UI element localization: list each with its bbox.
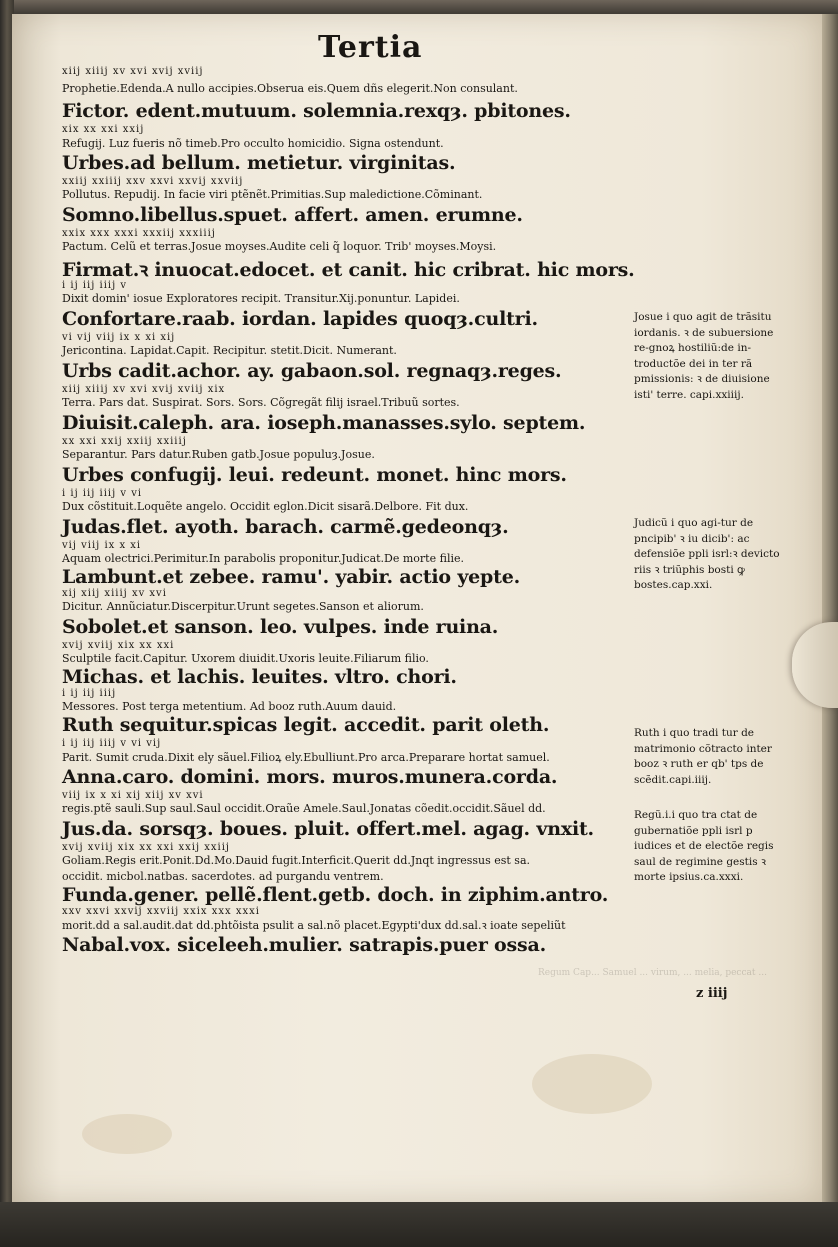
foxing-stain	[82, 1114, 172, 1154]
chapter-numerals-line: xvij xviij xix xx xxi	[62, 640, 175, 651]
book-top-edge	[0, 0, 838, 14]
summary-line: Pactum. Celũ et terras.Josue moyses.Audite celi q̃ loquor. Trib' moyses.Moysi.	[62, 240, 497, 253]
mnemonic-verse-line: Urbes confugij. leui. redeunt. monet. hinc mors.	[62, 464, 567, 486]
chapter-numerals-line: xvij xviij xix xx xxi xxij xxiij	[62, 842, 231, 853]
summary-line: Jericontina. Lapidat.Capit. Recipitur. stetit.Dicit. Numerant.	[62, 344, 397, 357]
summary-line: Dicitur. Annũciatur.Discerpitur.Urunt segetes.Sanson et aliorum.	[62, 600, 424, 613]
book-fore-edge	[822, 14, 838, 1202]
chapter-numerals-line: xiij xiiij xv xvi xvij xviij xix	[62, 384, 226, 395]
summary-line: Aquam olectrici.Perimitur.In parabolis proponitur.Judicat.De morte filie.	[62, 552, 464, 565]
margin-gloss: Judicũ i quo agi-tur de pncipib' ꝛ iu dicib': ac defensiõe ppli isrl:ꝛ devicto riis ꝛ triũphis bosti ꝙ bostes.cap.xxi.	[634, 517, 780, 591]
chapter-numerals-line: xij xiij xiiij xv xvi	[62, 588, 167, 599]
chapter-numerals-line: xix xx xxi xxij	[62, 124, 145, 135]
summary-line: Parit. Sumit cruda.Dixit ely sãuel.Filioꝝ ely.Ebulliunt.Pro arca.Preparare hortat samuel.	[62, 751, 550, 764]
mnemonic-verse-line: Judas.flet. ayoth. barach. carmẽ.gedeonqȝ.	[62, 516, 509, 538]
summary-line: Sculptile facit.Capitur. Uxorem diuidit.Uxoris leuite.Filiarum filio.	[62, 652, 429, 665]
mnemonic-verse-line: Michas. et lachis. leuites. vltro. chori.	[62, 666, 457, 688]
chapter-numerals-line: xxix xxx xxxi xxxiij xxxiiij	[62, 228, 216, 239]
summary-line: occidit. micbol.natbas. sacerdotes. ad purgandu ventrem.	[62, 870, 384, 883]
mnemonic-verse-line: Ruth sequitur.spicas legit. accedit. parit oleth.	[62, 714, 550, 736]
summary-line: Pollutus. Repudij. In facie viri ptẽnẽt.Primitias.Sup maledictione.Cõminant.	[62, 188, 483, 201]
mnemonic-verse-line: Urbs cadit.achor. ay. gabaon.sol. regnaqȝ.reges.	[62, 360, 562, 382]
mnemonic-verse-line: Urbes.ad bellum. metietur. virginitas.	[62, 152, 456, 174]
chapter-numerals-line: i ij iij iiij v vi	[62, 488, 143, 499]
chapter-numerals-line: xxv xxvi xxvij xxviij xxix xxx xxxi	[62, 906, 260, 917]
mnemonic-verse-line: Anna.caro. domini. mors. muros.munera.corda.	[62, 766, 558, 788]
chapter-numerals-line: vi vij viij ix x xi xij	[62, 332, 176, 343]
signature-mark: z iiij	[696, 986, 728, 1001]
summary-line: Separantur. Pars datur.Ruben gatb.Josue populuȝ.Josue.	[62, 448, 375, 461]
chapter-numerals-line: viij ix x xi xij xiij xv xvi	[62, 790, 204, 801]
summary-line: morit.dd a sal.audit.dat dd.phtõista psulit a sal.nõ placet.Egypti'dux dd.sal.ꝛ ioate sepeliũt	[62, 919, 566, 932]
chapter-numerals-line: vij viij ix x xi	[62, 540, 142, 551]
summary-line: Dixit domin' iosue Exploratores recipit. Transitur.Xij.ponuntur. Lapidei.	[62, 292, 460, 305]
mnemonic-verse-line: Somno.libellus.spuet. affert. amen. erumne.	[62, 204, 523, 226]
chapter-numerals-line: i ij iij iiij v vi vij	[62, 738, 162, 749]
summary-line: Prophetie.Edenda.A nullo accipies.Obserua eis.Quem dñs elegerit.Non consulant.	[62, 82, 518, 95]
summary-line: regis.ptẽ sauli.Sup saul.Saul occidit.Oraũe Amele.Saul.Jonatas cõedit.occidit.Sãuel dd.	[62, 802, 546, 815]
margin-gloss: Josue i quo agit de trãsitu iordanis. ꝛ de subuersione re-gnoꝝ hostiliũ:de in-troductõe dei in ter rã pmissionis: ꝛ de diuisione isti' terre. capi.xxiiij.	[634, 311, 774, 401]
chapter-numerals-line: xxiij xxiiij xxv xxvi xxvij xxviij	[62, 176, 244, 187]
summary-line: Goliam.Regis erit.Ponit.Dd.Mo.Dauid fugit.Interficit.Querit dd.Jnqt ingressus est sa.	[62, 854, 531, 867]
mnemonic-verse-line: Nabal.vox. siceleeh.mulier. satrapis.puer ossa.	[62, 934, 547, 956]
chapter-numerals-line: i ij iij iiij v	[62, 280, 128, 291]
mnemonic-verse-line: Fictor. edent.mutuum. solemnia.rexqȝ. pbitones.	[62, 100, 571, 122]
page-heading: Tertia	[318, 30, 423, 65]
mnemonic-verse-line: Jus.da. sorsqȝ. boues. pluit. offert.mel. agag. vnxit.	[62, 818, 594, 840]
summary-line: Terra. Pars dat. Suspirat. Sors. Sors. Cõgregãt filij israel.Tribuũ sortes.	[62, 396, 460, 409]
chapter-numerals-line: xx xxi xxij xxiij xxiiij	[62, 436, 187, 447]
foxing-stain	[532, 1054, 652, 1114]
mnemonic-verse-line: Lambunt.et zebee. ramu'. yabir. actio yepte.	[62, 566, 521, 588]
summary-line: Refugij. Luz fueris nõ timeb.Pro occulto homicidio. Signa ostendunt.	[62, 137, 444, 150]
margin-gloss: Ruth i quo tradi tur de matrimonio cõtracto inter booz ꝛ ruth er qb' tps de scẽdit.capi.iiij.	[634, 727, 772, 786]
bleed-through-text: Regum Cap... Samuel ... virum, ... melia, peccat ...	[538, 968, 767, 978]
mnemonic-verse-line: Diuisit.caleph. ara. ioseph.manasses.sylo. septem.	[62, 412, 586, 434]
summary-line: Messores. Post terga metentium. Ad booz ruth.Auum dauid.	[62, 700, 397, 713]
mnemonic-verse-line: Sobolet.et sanson. leo. vulpes. inde ruina.	[62, 616, 499, 638]
mnemonic-verse-line: Firmat.ꝛ inuocat.edocet. et canit. hic cribrat. hic mors.	[62, 259, 635, 281]
chapter-numerals-line: xiij xiiij xv xvi xvij xviij	[62, 66, 204, 77]
summary-line: Dux cõstituit.Loquẽte angelo. Occidit eglon.Dicit sisarã.Delbore. Fit dux.	[62, 500, 469, 513]
chapter-numerals-line: i ij iij iiij	[62, 688, 117, 699]
book-bottom-edge	[0, 1202, 838, 1247]
mnemonic-verse-line: Funda.gener. pellẽ.flent.getb. doch. in ziphim.antro.	[62, 884, 609, 906]
margin-gloss: Regũ.i.i quo tra ctat de gubernatiõe ppli isrl p iudices et de electõe regis saul de regimine gestis ꝛ morte ipsius.ca.xxxi.	[634, 809, 774, 883]
mnemonic-verse-line: Confortare.raab. iordan. lapides quoqȝ.cultri.	[62, 308, 538, 330]
